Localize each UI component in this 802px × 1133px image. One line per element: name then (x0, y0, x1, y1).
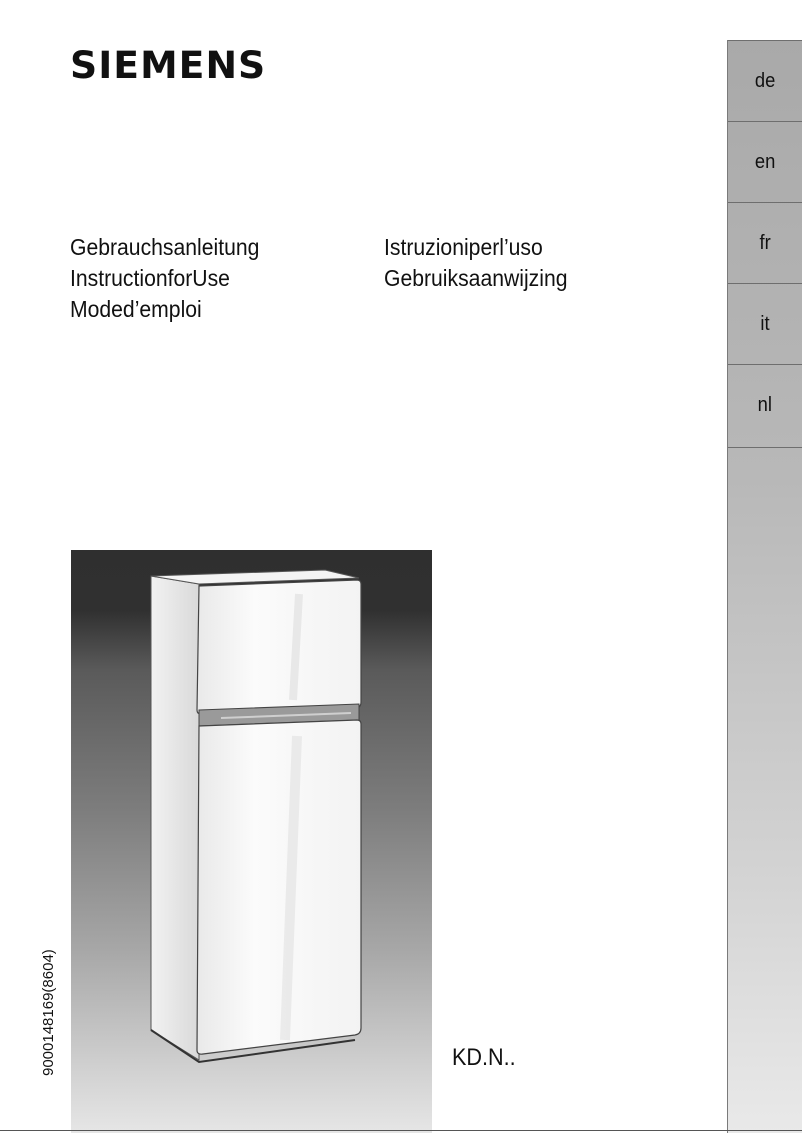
language-tab-it[interactable]: it (728, 283, 802, 364)
language-tab-strip (727, 40, 802, 1133)
part-number: 9000148169(8604) (40, 949, 57, 1076)
manual-titles-left (70, 232, 259, 325)
brand-logo: SIEMENS (70, 44, 267, 87)
manual-titles-right (384, 232, 567, 294)
language-tab-fr[interactable]: fr (728, 202, 802, 283)
title-english: InstructionforUse (70, 265, 230, 291)
title-dutch: Gebruiksaanwijzing (384, 265, 568, 291)
fridge-illustration (71, 550, 432, 1133)
language-tab-nl[interactable]: nl (728, 364, 802, 445)
language-tab-en[interactable]: en (728, 121, 802, 202)
title-italian: Istruzioniperl’uso (384, 234, 543, 260)
title-german: Gebrauchsanleitung (70, 234, 260, 260)
freezer-door (197, 580, 361, 714)
fridge-side-panel (151, 576, 199, 1060)
title-french: Moded’emploi (70, 296, 202, 322)
model-number: KD.N.. (452, 1044, 516, 1071)
fridge-door (197, 720, 361, 1054)
bottom-rule (0, 1130, 802, 1131)
tab-strip-divider (728, 447, 802, 448)
fridge-freezer-image (71, 550, 432, 1133)
language-tab-de[interactable]: de (728, 40, 802, 121)
